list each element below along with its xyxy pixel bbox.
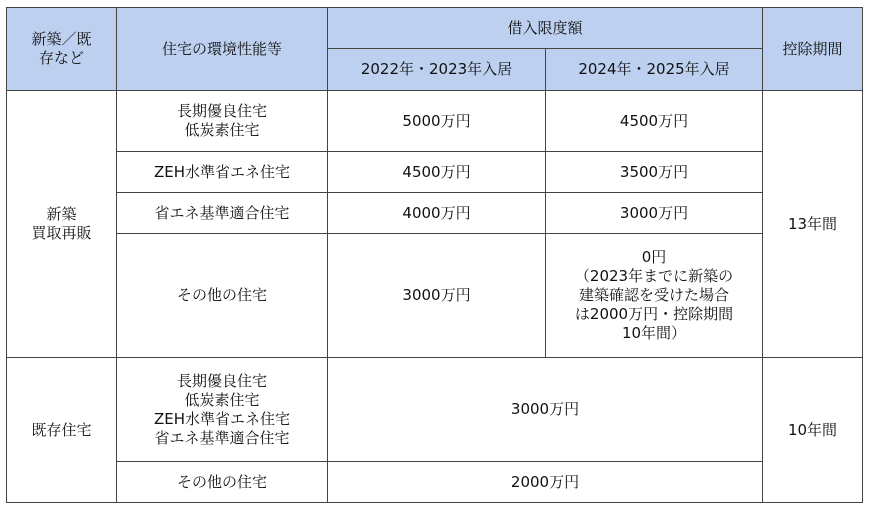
perf-cell <box>117 152 328 193</box>
perf-line: 長期優良住宅 <box>176 102 267 120</box>
perf-line: 長期優良住宅 <box>176 371 267 390</box>
limit-a: 4500万円 <box>328 152 546 193</box>
note-line: 0円 <box>641 248 667 266</box>
perf-cell <box>117 234 328 358</box>
deduction-period-new: 13年間 <box>763 91 863 358</box>
limit-existing: 3000万円 <box>328 358 763 462</box>
note-line: 建築確認を受けた場合 <box>579 286 730 304</box>
header-period-a: 2022年・2023年入居 <box>328 49 546 91</box>
group-new-label <box>7 91 117 358</box>
group-new-label-line2: 買取再販 <box>31 224 92 242</box>
note-line: は2000万円・控除期間 <box>574 305 734 323</box>
header-type-label-line2: 存など <box>38 49 84 67</box>
header-deduction-period: 控除期間 <box>763 8 863 91</box>
header-type-cell <box>7 8 117 91</box>
mortgage-deduction-table <box>6 7 863 503</box>
perf-cell <box>117 358 328 462</box>
perf-cell <box>117 462 328 503</box>
limit-b: 3500万円 <box>546 152 763 193</box>
limit-a: 4000万円 <box>328 193 546 234</box>
perf-line: 低炭素住宅 <box>184 390 260 409</box>
perf-cell <box>117 91 328 152</box>
perf-line: 低炭素住宅 <box>184 121 260 139</box>
limit-b-note <box>546 234 763 358</box>
header-limit: 借入限度額 <box>328 8 763 49</box>
group-new-label-line1: 新築 <box>46 205 77 223</box>
perf-line: その他の住宅 <box>176 472 267 491</box>
header-period-b: 2024年・2025年入居 <box>546 49 763 91</box>
perf-cell <box>117 193 328 234</box>
note-line: （2023年までに新築の <box>574 267 734 285</box>
header-performance: 住宅の環境性能等 <box>117 8 328 91</box>
deduction-period-existing: 10年間 <box>763 358 863 503</box>
perf-line: 省エネ基準適合住宅 <box>154 428 290 447</box>
perf-line: 省エネ基準適合住宅 <box>154 203 290 222</box>
perf-line: その他の住宅 <box>176 286 267 304</box>
limit-a: 5000万円 <box>328 91 546 152</box>
perf-line: ZEH水準省エネ住宅 <box>153 162 291 181</box>
limit-existing: 2000万円 <box>328 462 763 503</box>
group-existing-label: 既存住宅 <box>7 358 117 503</box>
limit-a: 3000万円 <box>328 234 546 358</box>
limit-b: 3000万円 <box>546 193 763 234</box>
note-line: 10年間） <box>621 324 687 342</box>
header-type-label-line1: 新築／既 <box>31 30 92 48</box>
limit-b: 4500万円 <box>546 91 763 152</box>
perf-line: ZEH水準省エネ住宅 <box>153 409 291 428</box>
